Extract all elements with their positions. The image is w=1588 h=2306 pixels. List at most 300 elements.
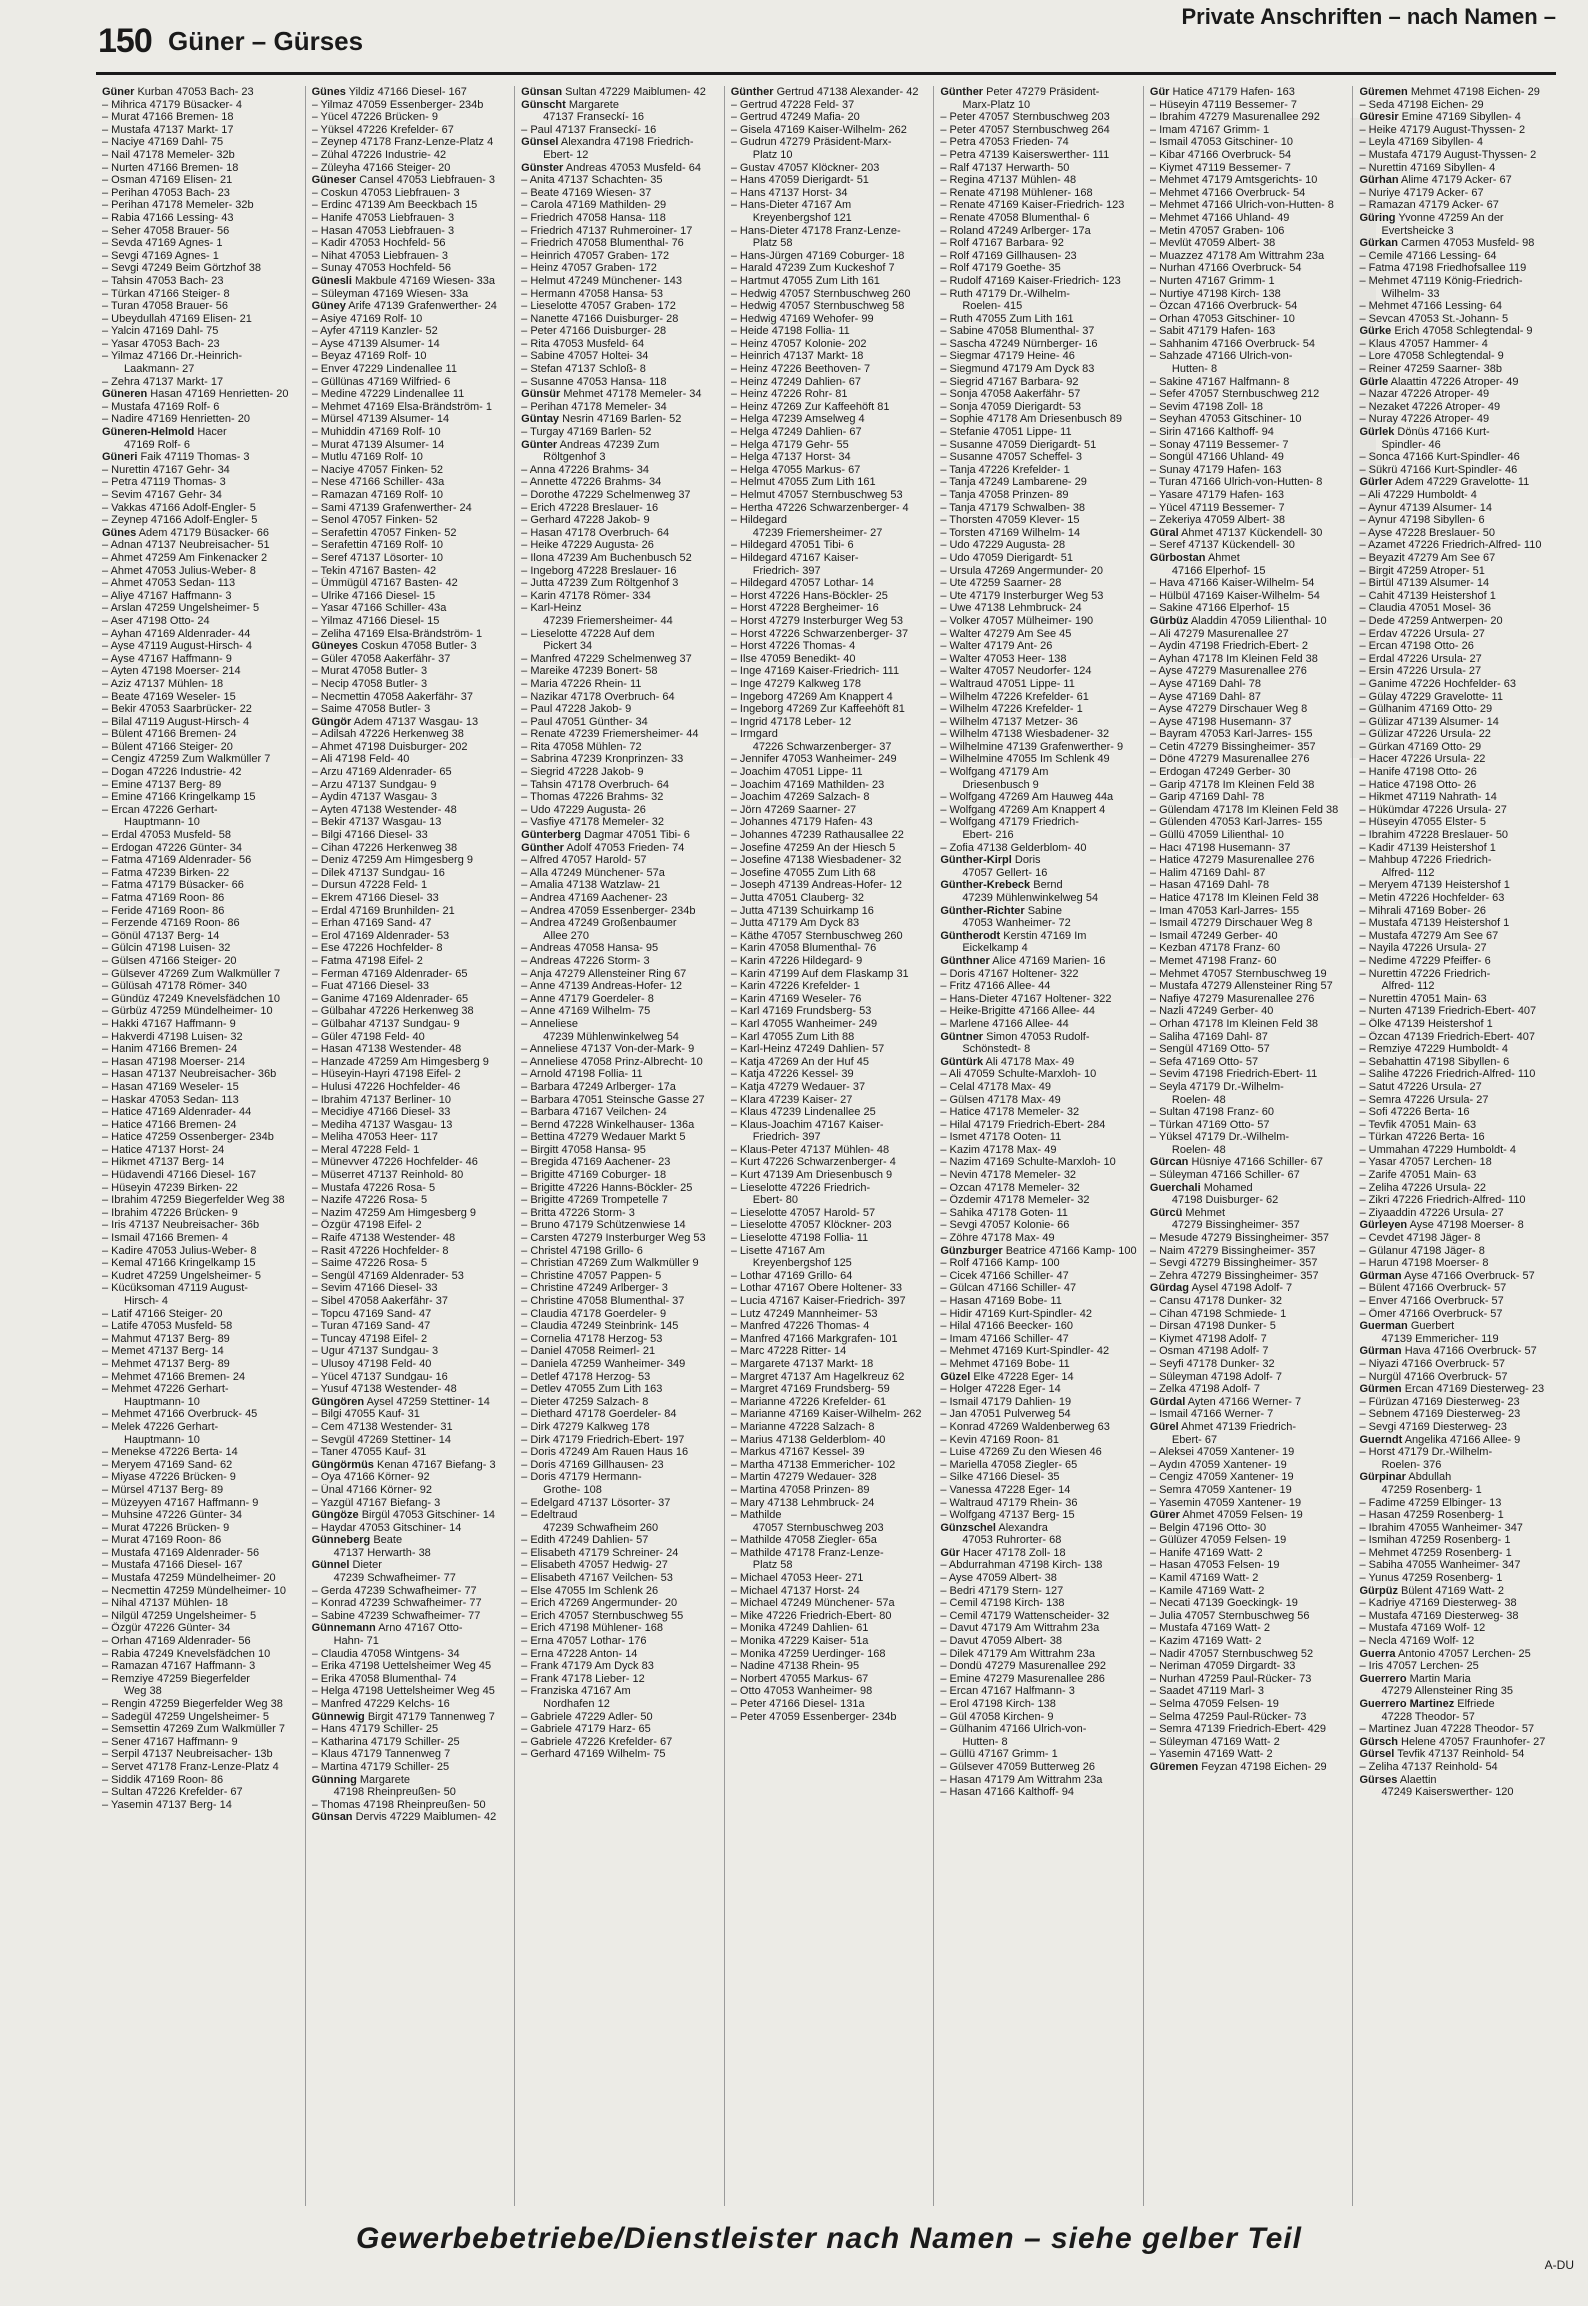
directory-entry bbox=[312, 1408, 509, 1421]
entry-text: – Jutta 47139 Schuirkamp 16 bbox=[730, 904, 874, 917]
entry-text: – Horst 47226 Schwarzenberger- 37 bbox=[730, 627, 909, 640]
surname: Gürer bbox=[1149, 1509, 1180, 1522]
entry-text: – Elisabeth 47167 Veilchen- 53 bbox=[521, 1572, 673, 1585]
directory-entry bbox=[1150, 1635, 1347, 1648]
directory-entry bbox=[102, 1282, 299, 1295]
entry-text: – Karin 47178 Römer- 334 bbox=[521, 589, 651, 602]
entry-text: – Renate 47169 Kaiser-Friedrich- 123 bbox=[940, 199, 1125, 212]
directory-entry bbox=[940, 1295, 1137, 1308]
entry-text: – Bülent 47166 Steiger- 20 bbox=[102, 740, 233, 753]
entry-text: – Helga 47055 Markus- 67 bbox=[730, 463, 861, 476]
entry-text: – Lieselotte 47057 Harold- 57 bbox=[730, 1206, 876, 1219]
entry-text: – Belgin 47196 Otto- 30 bbox=[1149, 1521, 1267, 1534]
directory-entry bbox=[731, 653, 928, 666]
directory-entry bbox=[312, 1005, 509, 1018]
directory-entry bbox=[731, 1660, 928, 1673]
entry-text: – Gülendam 47178 Im Kleinen Feld 38 bbox=[1149, 803, 1339, 816]
directory-entry bbox=[1150, 577, 1347, 590]
entry-text: – Cihan 47226 Herkenweg 38 bbox=[311, 841, 458, 854]
directory-entry bbox=[102, 590, 299, 603]
entry-text: – Gündüz 47249 Knevelsfädchen 10 bbox=[102, 992, 280, 1005]
entry-text: Roelen- 415 bbox=[962, 300, 1023, 313]
entry-text: Nesrin 47169 Barlen- 52 bbox=[562, 413, 682, 426]
entry-text: – Heinrich 47137 Markt- 18 bbox=[730, 350, 864, 363]
entry-text: – Salihe 47226 Friedrich-Alfred- 110 bbox=[1359, 1068, 1536, 1081]
directory-entry bbox=[731, 1547, 928, 1560]
directory-entry bbox=[312, 1207, 509, 1220]
directory-entry bbox=[521, 1320, 718, 1333]
entry-text: – Fatma 47198 Eifel- 2 bbox=[311, 954, 423, 967]
directory-entry bbox=[102, 1610, 299, 1623]
directory-entry bbox=[1150, 867, 1347, 880]
entry-text: – Abdurrahman 47198 Kirch- 138 bbox=[940, 1559, 1103, 1572]
entry-text: – Yüksel 47179 Dr.-Wilhelm- bbox=[1149, 1131, 1290, 1144]
entry-text: – Türkan 47226 Berta- 16 bbox=[1359, 1131, 1485, 1144]
entry-text: – Coskun 47053 Liebfrauen- 3 bbox=[311, 186, 460, 199]
directory-entry bbox=[102, 1434, 299, 1447]
entry-text: – Türkan 47166 Steiger- 8 bbox=[102, 287, 230, 300]
directory-entry bbox=[940, 842, 1137, 855]
surname: Guerrero Martinez bbox=[1359, 1698, 1455, 1710]
directory-entry bbox=[1359, 1685, 1556, 1698]
entry-text: – Saadet 47119 Marl- 3 bbox=[1149, 1685, 1265, 1698]
entry-text: – Leyla 47169 Sibyllen- 4 bbox=[1359, 136, 1483, 149]
directory-entry bbox=[102, 187, 299, 200]
entry-text: – Marius 47138 Gelderblom- 40 bbox=[730, 1433, 886, 1446]
directory-entry bbox=[312, 1509, 509, 1522]
entry-text: – Mareike 47239 Bonert- 58 bbox=[521, 665, 658, 678]
entry-text: – Bekir 47137 Wasgau- 13 bbox=[311, 816, 442, 829]
directory-entry bbox=[102, 1295, 299, 1308]
entry-text: – Oya 47166 Körner- 92 bbox=[311, 1471, 430, 1484]
directory-entry bbox=[731, 1673, 928, 1686]
entry-text: – Martin 47279 Wedauer- 328 bbox=[730, 1471, 877, 1484]
directory-entry bbox=[1150, 1648, 1347, 1661]
directory-entry bbox=[521, 816, 718, 829]
entry-text: – Klaus 47239 Lindenallee 25 bbox=[730, 1106, 876, 1119]
directory-entry bbox=[940, 1232, 1137, 1245]
entry-text: – Ölke 47139 Heistershof 1 bbox=[1359, 1017, 1493, 1030]
directory-entry bbox=[102, 86, 299, 99]
directory-entry bbox=[1150, 1534, 1347, 1547]
surname: Günster bbox=[521, 161, 564, 174]
directory-entry bbox=[102, 1257, 299, 1270]
entry-text: – Hartmut 47055 Zum Lith 161 bbox=[730, 274, 880, 287]
entry-text: – Johannes 47239 Rathausallee 22 bbox=[730, 829, 904, 842]
directory-entry bbox=[102, 565, 299, 578]
directory-entry bbox=[940, 1219, 1137, 1232]
entry-text: – Mutlu 47169 Rolf- 10 bbox=[311, 451, 423, 464]
entry-text: – Anna 47226 Brahms- 34 bbox=[521, 463, 649, 476]
directory-entry bbox=[1359, 149, 1556, 162]
directory-entry bbox=[1150, 804, 1347, 817]
directory-entry bbox=[312, 1358, 509, 1371]
directory-entry bbox=[940, 1585, 1137, 1598]
entry-text: – Gülcan 47166 Schiller- 47 bbox=[940, 1282, 1077, 1295]
directory-entry bbox=[521, 199, 718, 212]
entry-text: – Rudolf 47169 Kaiser-Friedrich- 123 bbox=[940, 274, 1121, 287]
directory-entry bbox=[731, 502, 928, 515]
entry-text: – Irmgard bbox=[730, 728, 778, 741]
entry-text: Adem 47179 Büsacker- 66 bbox=[138, 526, 269, 539]
entry-text: – Hakki 47167 Haffmann- 9 bbox=[102, 1017, 236, 1030]
directory-entry bbox=[940, 1245, 1137, 1258]
directory-entry bbox=[102, 678, 299, 691]
directory-entry bbox=[940, 930, 1137, 943]
entry-text: – Ilona 47239 Am Buchenbusch 52 bbox=[521, 551, 692, 564]
entry-text: – Helga 47179 Gehr- 55 bbox=[730, 438, 849, 451]
directory-entry bbox=[312, 388, 509, 401]
entry-text: – Lieselotte 47057 Graben- 172 bbox=[521, 300, 676, 313]
entry-text: – Erdal 47169 Brunhilden- 21 bbox=[311, 904, 455, 917]
directory-entry bbox=[1150, 565, 1347, 578]
entry-text: 47239 Schwafheim 260 bbox=[543, 1521, 659, 1534]
directory-entry bbox=[312, 1270, 509, 1283]
directory-entry bbox=[1359, 363, 1556, 376]
entry-text: – Vakkas 47166 Adolf-Engler- 5 bbox=[102, 501, 256, 514]
directory-entry bbox=[940, 1408, 1137, 1421]
directory-entry bbox=[940, 514, 1137, 527]
directory-entry bbox=[731, 1119, 928, 1132]
entry-text: – Michael 47053 Heer- 271 bbox=[730, 1572, 864, 1585]
entry-text: – Karin 47226 Krefelder- 1 bbox=[730, 980, 860, 993]
entry-text: – Yasar 47166 Schiller- 43a bbox=[311, 602, 447, 615]
directory-entry bbox=[1359, 942, 1556, 955]
directory-entry bbox=[940, 829, 1137, 842]
entry-text: – Mariella 47058 Ziegler- 65 bbox=[940, 1458, 1078, 1471]
directory-entry bbox=[1359, 1597, 1556, 1610]
entry-text: – Güllü 47059 Lilienthal- 10 bbox=[1149, 829, 1284, 842]
entry-text: – Niyazi 47166 Overbruck- 57 bbox=[1359, 1357, 1505, 1370]
directory-entry bbox=[731, 212, 928, 225]
entry-text: Ahmet 47139 Friedrich- bbox=[1181, 1420, 1297, 1433]
directory-entry bbox=[940, 1106, 1137, 1119]
entry-text: – Walter 47279 Am See 45 bbox=[940, 627, 1072, 640]
entry-text: – Dirk 47279 Kalkweg 178 bbox=[521, 1420, 650, 1433]
entry-text: – Ramazan 47169 Rolf- 10 bbox=[311, 489, 444, 501]
directory-entry bbox=[940, 136, 1137, 149]
entry-text: – Christian 47269 Zum Walkmüller 9 bbox=[521, 1257, 699, 1270]
entry-text: – Jan 47051 Pulverweg 54 bbox=[940, 1408, 1071, 1421]
directory-entry bbox=[731, 250, 928, 263]
entry-text: – Cahit 47139 Heistershof 1 bbox=[1359, 589, 1496, 602]
directory-entry bbox=[312, 1736, 509, 1749]
directory-entry bbox=[731, 124, 928, 137]
entry-text: – Ferzende 47169 Roon- 86 bbox=[102, 917, 240, 930]
entry-text: – Dieter 47259 Salzach- 8 bbox=[521, 1395, 649, 1408]
directory-entry bbox=[940, 766, 1137, 779]
surname: Gürlek bbox=[1359, 426, 1395, 439]
entry-text: – Edeltraud bbox=[521, 1509, 578, 1522]
directory-entry bbox=[1150, 1471, 1347, 1484]
directory-entry bbox=[102, 1031, 299, 1044]
entry-text: – Carsten 47279 Insterburger Weg 53 bbox=[521, 1232, 706, 1245]
directory-entry bbox=[1359, 1396, 1556, 1409]
directory-entry bbox=[1359, 1509, 1556, 1522]
directory-entry bbox=[1359, 1194, 1556, 1207]
directory-entry bbox=[731, 1282, 928, 1295]
entry-text: – Uwe 47138 Lehmbruck- 24 bbox=[940, 602, 1082, 615]
directory-entry bbox=[940, 1043, 1137, 1056]
entry-text: – Mike 47226 Friedrich-Ebert- 80 bbox=[730, 1609, 892, 1622]
entry-text: Beate bbox=[373, 1534, 403, 1547]
entry-text: – Turgay 47169 Barlen- 52 bbox=[521, 426, 652, 439]
entry-text: – Ramazan 47179 Acker- 67 bbox=[1359, 199, 1499, 212]
entry-text: Alime 47179 Acker- 67 bbox=[1401, 174, 1512, 187]
entry-text: – Ayten 47138 Westender- 48 bbox=[311, 803, 457, 816]
directory-entry bbox=[521, 401, 718, 414]
directory-entry bbox=[731, 401, 928, 414]
directory-entry bbox=[731, 1094, 928, 1107]
directory-entry bbox=[521, 1156, 718, 1169]
entry-text: – Gülizar 47226 Ursula- 22 bbox=[1359, 728, 1491, 741]
directory-column bbox=[934, 86, 1144, 2206]
entry-text: Ali 47178 Max- 49 bbox=[985, 1055, 1075, 1068]
directory-entry bbox=[102, 262, 299, 275]
entry-text: Martin Maria bbox=[1409, 1672, 1471, 1685]
surname: Günscht bbox=[521, 98, 566, 111]
directory-entry bbox=[731, 1270, 928, 1283]
directory-entry bbox=[312, 1320, 509, 1333]
directory-entry bbox=[731, 489, 928, 502]
directory-entry bbox=[1150, 1748, 1347, 1761]
directory-entry bbox=[312, 640, 509, 653]
entry-text: – Ali 47198 Feld- 40 bbox=[311, 753, 410, 766]
entry-text: – Fatma 47169 Roon- 86 bbox=[102, 892, 225, 904]
entry-text: – Heide 47198 Follia- 11 bbox=[730, 325, 850, 338]
entry-text: – Hertha 47226 Schwarzenberger- 4 bbox=[730, 501, 909, 514]
directory-entry bbox=[1359, 225, 1556, 238]
directory-entry bbox=[1359, 1295, 1556, 1308]
entry-text: – Necip 47058 Butler- 3 bbox=[311, 677, 428, 690]
directory-entry bbox=[1359, 1345, 1556, 1358]
directory-entry bbox=[1359, 1371, 1556, 1384]
directory-entry bbox=[940, 1156, 1137, 1169]
entry-text: Ayse 47198 Moerser- 8 bbox=[1409, 1219, 1524, 1232]
entry-text: – Mustafa 47137 Markt- 17 bbox=[102, 123, 234, 136]
directory-entry bbox=[1150, 955, 1347, 968]
directory-entry bbox=[1150, 602, 1347, 615]
entry-text: – Tahsin 47178 Overbruch- 64 bbox=[521, 778, 669, 791]
directory-entry bbox=[312, 1786, 509, 1799]
entry-text: – Mustafa 47169 Diesterweg- 38 bbox=[1359, 1609, 1519, 1622]
entry-text: – Müzeyyen 47167 Haffmann- 9 bbox=[102, 1496, 259, 1509]
entry-text: – Nadine 47138 Rhein- 95 bbox=[730, 1660, 860, 1673]
entry-text: – Ayse 47198 Husemann- 37 bbox=[1149, 715, 1292, 728]
entry-text: – Hedwig 47169 Wehofer- 99 bbox=[730, 312, 874, 325]
entry-text: – Ese 47226 Hochfelder- 8 bbox=[311, 942, 443, 955]
entry-text: – Arslan 47259 Ungelsheimer- 5 bbox=[102, 602, 260, 615]
entry-text: – Claudia 47051 Mosel- 36 bbox=[1359, 602, 1491, 615]
directory-entry bbox=[1359, 1068, 1556, 1081]
directory-entry bbox=[1359, 816, 1556, 829]
entry-text: – Haydar 47053 Gitschiner- 14 bbox=[311, 1521, 462, 1534]
directory-entry bbox=[940, 162, 1137, 175]
directory-entry bbox=[940, 1597, 1137, 1610]
directory-entry bbox=[731, 1295, 928, 1308]
entry-text: – Heinz 47057 Kolonie- 202 bbox=[730, 337, 867, 350]
surname: Güney bbox=[311, 300, 346, 313]
entry-text: – Anja 47279 Allensteiner Ring 67 bbox=[521, 967, 687, 980]
entry-text: – Holger 47228 Eger- 14 bbox=[940, 1383, 1061, 1396]
directory-entry bbox=[1359, 565, 1556, 578]
directory-entry bbox=[1359, 842, 1556, 855]
directory-entry bbox=[521, 1056, 718, 1069]
directory-entry bbox=[102, 1622, 299, 1635]
directory-entry bbox=[521, 716, 718, 729]
entry-text: – Mehmet 47057 Sternbuschweg 19 bbox=[1149, 967, 1327, 980]
directory-entry bbox=[1150, 1723, 1347, 1736]
entry-text: – Peter 47166 Diesel- 131a bbox=[730, 1698, 865, 1710]
directory-entry bbox=[102, 325, 299, 338]
entry-text: – Serpil 47137 Neubreisacher- 13b bbox=[102, 1748, 273, 1761]
entry-text: – Sevim 47167 Gehr- 34 bbox=[102, 489, 222, 501]
entry-text: – Kurt 47226 Schwarzenberger- 4 bbox=[730, 1156, 896, 1169]
directory-entry bbox=[1150, 99, 1347, 112]
entry-text: – Hikmet 47119 Nahrath- 14 bbox=[1359, 791, 1497, 804]
entry-text: – Mustafa 47169 Wolf- 12 bbox=[1359, 1622, 1486, 1635]
directory-entry bbox=[1359, 1522, 1556, 1535]
entry-text: – Gülsever 47269 Zum Walkmüller 7 bbox=[102, 967, 281, 980]
directory-entry bbox=[312, 1106, 509, 1119]
directory-entry bbox=[940, 1622, 1137, 1635]
entry-text: – Naim 47279 Bissingheimer- 357 bbox=[1149, 1244, 1316, 1257]
surname: Güral bbox=[1149, 526, 1179, 539]
entry-text: – Mürsel 47137 Berg- 89 bbox=[102, 1483, 224, 1496]
directory-entry bbox=[731, 779, 928, 792]
directory-entry bbox=[521, 1131, 718, 1144]
entry-text: Kreyenbergshof 121 bbox=[752, 211, 852, 224]
entry-text: – Karl 47055 Zum Lith 88 bbox=[730, 1030, 855, 1043]
directory-entry bbox=[102, 300, 299, 313]
entry-text: Elfriede bbox=[1457, 1698, 1495, 1710]
directory-entry bbox=[1150, 1497, 1347, 1510]
entry-text: – Doris 47249 Am Rauen Haus 16 bbox=[521, 1446, 689, 1459]
entry-text: – Ersin 47226 Ursula- 27 bbox=[1359, 665, 1482, 678]
directory-entry bbox=[312, 1144, 509, 1157]
directory-entry bbox=[312, 1031, 509, 1044]
directory-entry bbox=[1150, 716, 1347, 729]
directory-entry bbox=[1150, 162, 1347, 175]
entry-text: Ercan 47169 Diesterweg- 23 bbox=[1404, 1383, 1545, 1396]
directory-entry bbox=[312, 1219, 509, 1232]
entry-text: – Sevim 47198 Zoll- 18 bbox=[1149, 400, 1264, 413]
entry-text: – Güler 47058 Aakerfähr- 37 bbox=[311, 652, 451, 665]
surname: Günsür bbox=[521, 388, 561, 401]
entry-text: Ayten 47166 Werner- 7 bbox=[1187, 1395, 1302, 1408]
directory-entry bbox=[731, 288, 928, 301]
directory-entry bbox=[102, 577, 299, 590]
surname: Günzburger bbox=[940, 1244, 1003, 1257]
directory-entry bbox=[1359, 980, 1556, 993]
entry-text: Platz 58 bbox=[752, 237, 793, 250]
entry-text: Schönstedt- 8 bbox=[962, 1043, 1031, 1056]
entry-text: Hirsch- 4 bbox=[124, 1295, 169, 1307]
entry-text: – Hilal 47166 Beecker- 160 bbox=[940, 1320, 1074, 1333]
directory-entry bbox=[731, 993, 928, 1006]
surname: Güzel bbox=[940, 1370, 971, 1383]
entry-text: – Gerhard 47228 Jakob- 9 bbox=[521, 514, 650, 527]
entry-text: – Nurgül 47166 Overbruck- 57 bbox=[1359, 1370, 1508, 1383]
entry-text: – Nese 47166 Schiller- 43a bbox=[311, 476, 445, 489]
entry-text: – Erika 47058 Blumenthal- 74 bbox=[311, 1672, 457, 1685]
entry-text: – Hans-Dieter 47167 Am bbox=[730, 199, 852, 212]
entry-text: – Nadir 47057 Sternbuschweg 52 bbox=[1149, 1647, 1314, 1660]
entry-text: – Necla 47169 Wolf- 12 bbox=[1359, 1635, 1475, 1648]
directory-entry bbox=[731, 1421, 928, 1434]
directory-entry bbox=[312, 842, 509, 855]
directory-entry bbox=[1359, 401, 1556, 414]
directory-entry bbox=[1150, 1358, 1347, 1371]
entry-text: – Nayila 47226 Ursula- 27 bbox=[1359, 942, 1487, 955]
entry-text: – Jörn 47269 Saarner- 27 bbox=[730, 803, 857, 816]
entry-text: – Peter 47057 Sternbuschweg 264 bbox=[940, 123, 1110, 136]
entry-text: – Yasemin 47059 Xantener- 19 bbox=[1149, 1496, 1302, 1509]
directory-entry bbox=[1359, 1748, 1556, 1761]
entry-text: – Özcan 47139 Friedrich-Ebert- 407 bbox=[1359, 1030, 1535, 1043]
directory-entry bbox=[102, 602, 299, 615]
entry-text: – Nihal 47137 Mühlen- 18 bbox=[102, 1597, 228, 1610]
directory-entry bbox=[940, 640, 1137, 653]
directory-entry bbox=[312, 86, 509, 99]
entry-text: – Kadir 47053 Hochfeld- 56 bbox=[311, 237, 446, 250]
entry-text: – Birtül 47139 Alsumer- 14 bbox=[1359, 577, 1490, 590]
entry-text: – Marlene 47166 Allee- 44 bbox=[940, 1017, 1069, 1030]
entry-text: – Mevlüt 47059 Albert- 38 bbox=[1149, 237, 1276, 250]
directory-entry bbox=[312, 489, 509, 502]
directory-entry bbox=[1150, 1698, 1347, 1711]
directory-entry bbox=[102, 1043, 299, 1056]
directory-entry bbox=[312, 829, 509, 842]
surname: Gürbüz bbox=[1149, 614, 1189, 627]
directory-entry bbox=[521, 766, 718, 779]
directory-entry bbox=[521, 514, 718, 527]
directory-entry bbox=[1150, 1031, 1347, 1044]
entry-text: – Helga 47249 Dahlien- 67 bbox=[730, 426, 862, 439]
directory-entry bbox=[102, 1421, 299, 1434]
entry-text: – Ekrem 47166 Diesel- 33 bbox=[311, 892, 439, 904]
entry-text: – Maria 47226 Rhein- 11 bbox=[521, 677, 642, 690]
entry-text: – Siegrid 47167 Barbara- 92 bbox=[940, 375, 1079, 388]
directory-entry bbox=[1150, 628, 1347, 641]
directory-entry bbox=[521, 426, 718, 439]
directory-entry bbox=[731, 1597, 928, 1610]
entry-text: Alexandra 47198 Friedrich- bbox=[560, 136, 694, 149]
directory-entry bbox=[940, 1610, 1137, 1623]
directory-entry bbox=[940, 1711, 1137, 1724]
entry-text: – Mahbup 47226 Friedrich- bbox=[1359, 854, 1492, 867]
directory-entry bbox=[1359, 1333, 1556, 1346]
directory-entry bbox=[731, 1207, 928, 1220]
directory-entry bbox=[521, 300, 718, 313]
directory-entry bbox=[102, 917, 299, 930]
directory-entry bbox=[1359, 653, 1556, 666]
directory-entry bbox=[1150, 993, 1347, 1006]
entry-text: – Sunay 47053 Hochfeld- 56 bbox=[311, 262, 452, 275]
entry-text: – Bernd 47228 Winkelhauser- 136a bbox=[521, 1118, 695, 1131]
entry-text: – Ismail 47249 Gerber- 40 bbox=[1149, 929, 1278, 942]
entry-text: – Otto 47053 Wanheimer- 98 bbox=[730, 1685, 873, 1698]
directory-entry bbox=[521, 1459, 718, 1472]
entry-text: – Sevgül 47269 Stettiner- 14 bbox=[311, 1433, 452, 1446]
directory-entry bbox=[102, 552, 299, 565]
entry-text: – Ali 47059 Schulte-Marxloh- 10 bbox=[940, 1068, 1097, 1081]
directory-entry bbox=[312, 552, 509, 565]
entry-text: – Ute 47259 Saarner- 28 bbox=[940, 577, 1062, 590]
entry-text: – Birgit 47259 Atroper- 51 bbox=[1359, 564, 1485, 577]
entry-text: – Sevgi 47249 Beim Görtzhof 38 bbox=[102, 262, 261, 275]
entry-text: – Sevgi 47169 Diesterweg- 23 bbox=[1359, 1420, 1507, 1433]
